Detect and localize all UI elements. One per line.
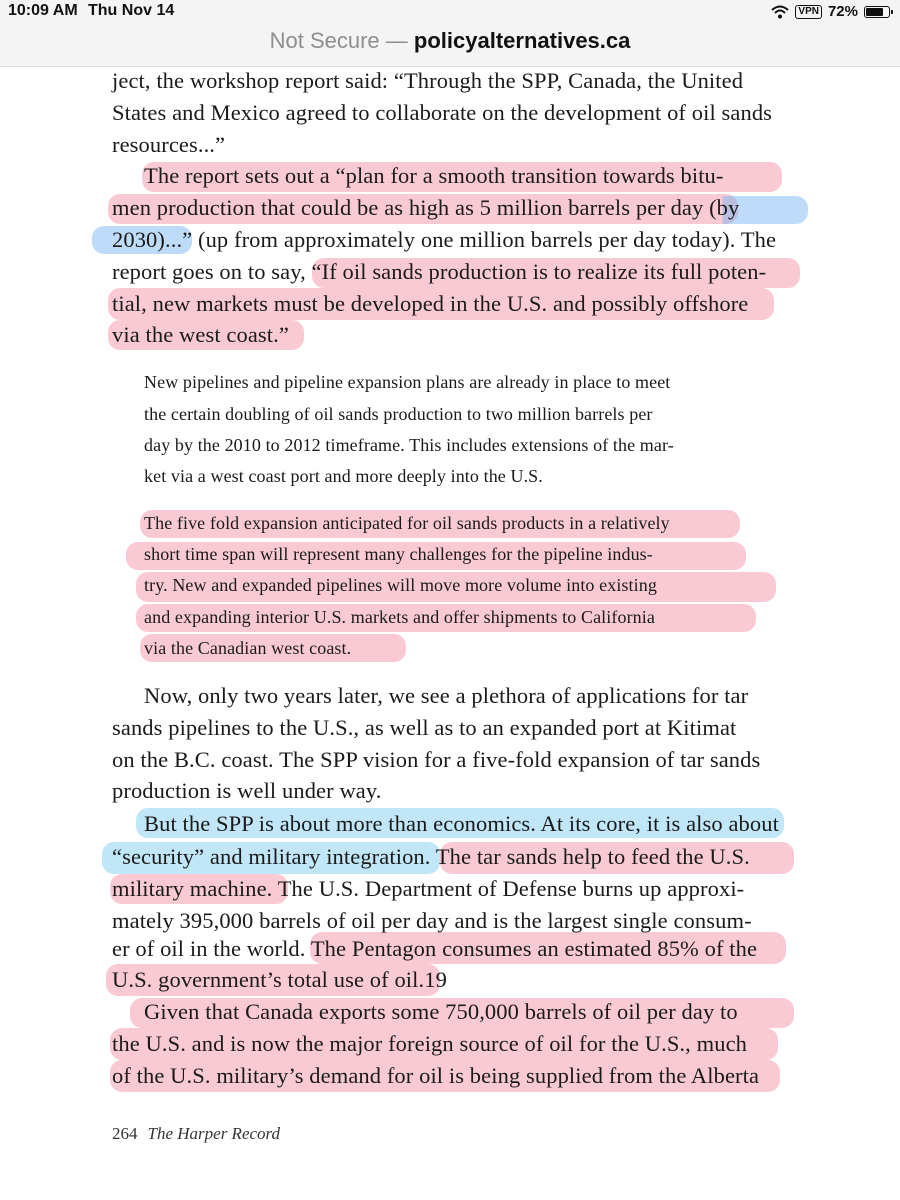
block-quote-line: try. New and expanded pipelines will move more volume into existing — [144, 575, 657, 595]
battery-percent: 72% — [827, 3, 858, 20]
body-text-line: Given that Canada exports some 750,000 barrels of oil per day to — [144, 999, 738, 1024]
body-text-line: resources...” — [112, 132, 226, 157]
block-quote-line: and expanding interior U.S. markets and offer shipments to California — [144, 607, 655, 627]
body-text-line: of the U.S. military’s demand for oil is being supplied from the Alberta — [112, 1063, 760, 1088]
body-text-line: Now, only two years later, we see a plethora of applications for tar — [144, 683, 749, 708]
body-text-line: 2030)...” (up from approximately one million barrels per day today). The — [112, 227, 777, 252]
document-page — [0, 66, 900, 1200]
body-text-line: U.S. government’s total use of oil.19 — [112, 967, 447, 992]
body-text-line: production is well under way. — [112, 778, 382, 803]
body-text-line: The report sets out a “plan for a smooth transition towards bitu- — [144, 163, 724, 188]
wifi-icon — [771, 5, 789, 19]
block-quote-line: ket via a west coast port and more deeply into the U.S. — [144, 466, 543, 486]
body-text-line: the U.S. and is now the major foreign source of oil for the U.S., much — [112, 1031, 747, 1056]
status-time: 10:09 AM — [8, 2, 78, 19]
block-quote-line: The five fold expansion anticipated for oil sands products in a relatively — [144, 513, 670, 533]
body-text-line: ject, the workshop report said: “Through the SPP, Canada, the United — [112, 68, 744, 93]
url-separator: — — [385, 28, 408, 53]
body-text-line: via the west coast.” — [112, 322, 289, 347]
body-text-line: But the SPP is about more than economics. At its core, it is also about — [144, 811, 779, 836]
block-quote-line: the certain doubling of oil sands production to two million barrels per — [144, 404, 653, 424]
status-bar — [0, 0, 900, 26]
body-text-line: mately 395,000 barrels of oil per day and is the largest single consum- — [112, 908, 752, 933]
status-indicators — [771, 3, 890, 20]
not-secure-label: Not Secure — [269, 28, 380, 53]
address-bar[interactable] — [0, 26, 900, 67]
body-text-line: report goes on to say, “If oil sands production is to realize its full poten- — [112, 259, 767, 284]
body-text-line: sands pipelines to the U.S., as well as to an expanded port at Kitimat — [112, 715, 737, 740]
body-text-line: on the B.C. coast. The SPP vision for a five-fold expansion of tar sands — [112, 747, 761, 772]
page-footer — [112, 1124, 280, 1144]
vpn-badge: VPN — [795, 5, 822, 19]
body-text-line: “security” and military integration. The tar sands help to feed the U.S. — [112, 844, 750, 869]
block-quote-line: New pipelines and pipeline expansion plans are already in place to meet — [144, 372, 671, 392]
status-date: Thu Nov 14 — [88, 2, 175, 19]
body-text-line: military machine. The U.S. Department of Defense burns up approxi- — [112, 876, 745, 901]
url-domain: policyalternatives.ca — [413, 28, 631, 53]
body-text-line: tial, new markets must be developed in the U.S. and possibly offshore — [112, 291, 749, 316]
block-quote-line: via the Canadian west coast. — [144, 638, 352, 658]
battery-icon — [864, 6, 890, 18]
body-text-line: States and Mexico agreed to collaborate on the development of oil sands — [112, 100, 773, 125]
body-text-line: er of oil in the world. The Pentagon consumes an estimated 85% of the — [112, 936, 758, 961]
body-text-line: men production that could be as high as 5 million barrels per day (by — [112, 195, 740, 220]
block-quote-line: short time span will represent many challenges for the pipeline indus- — [144, 544, 653, 564]
page-number: 264 — [112, 1124, 138, 1143]
block-quote-line: day by the 2010 to 2012 timeframe. This includes extensions of the mar- — [144, 435, 674, 455]
book-title: The Harper Record — [147, 1124, 281, 1143]
